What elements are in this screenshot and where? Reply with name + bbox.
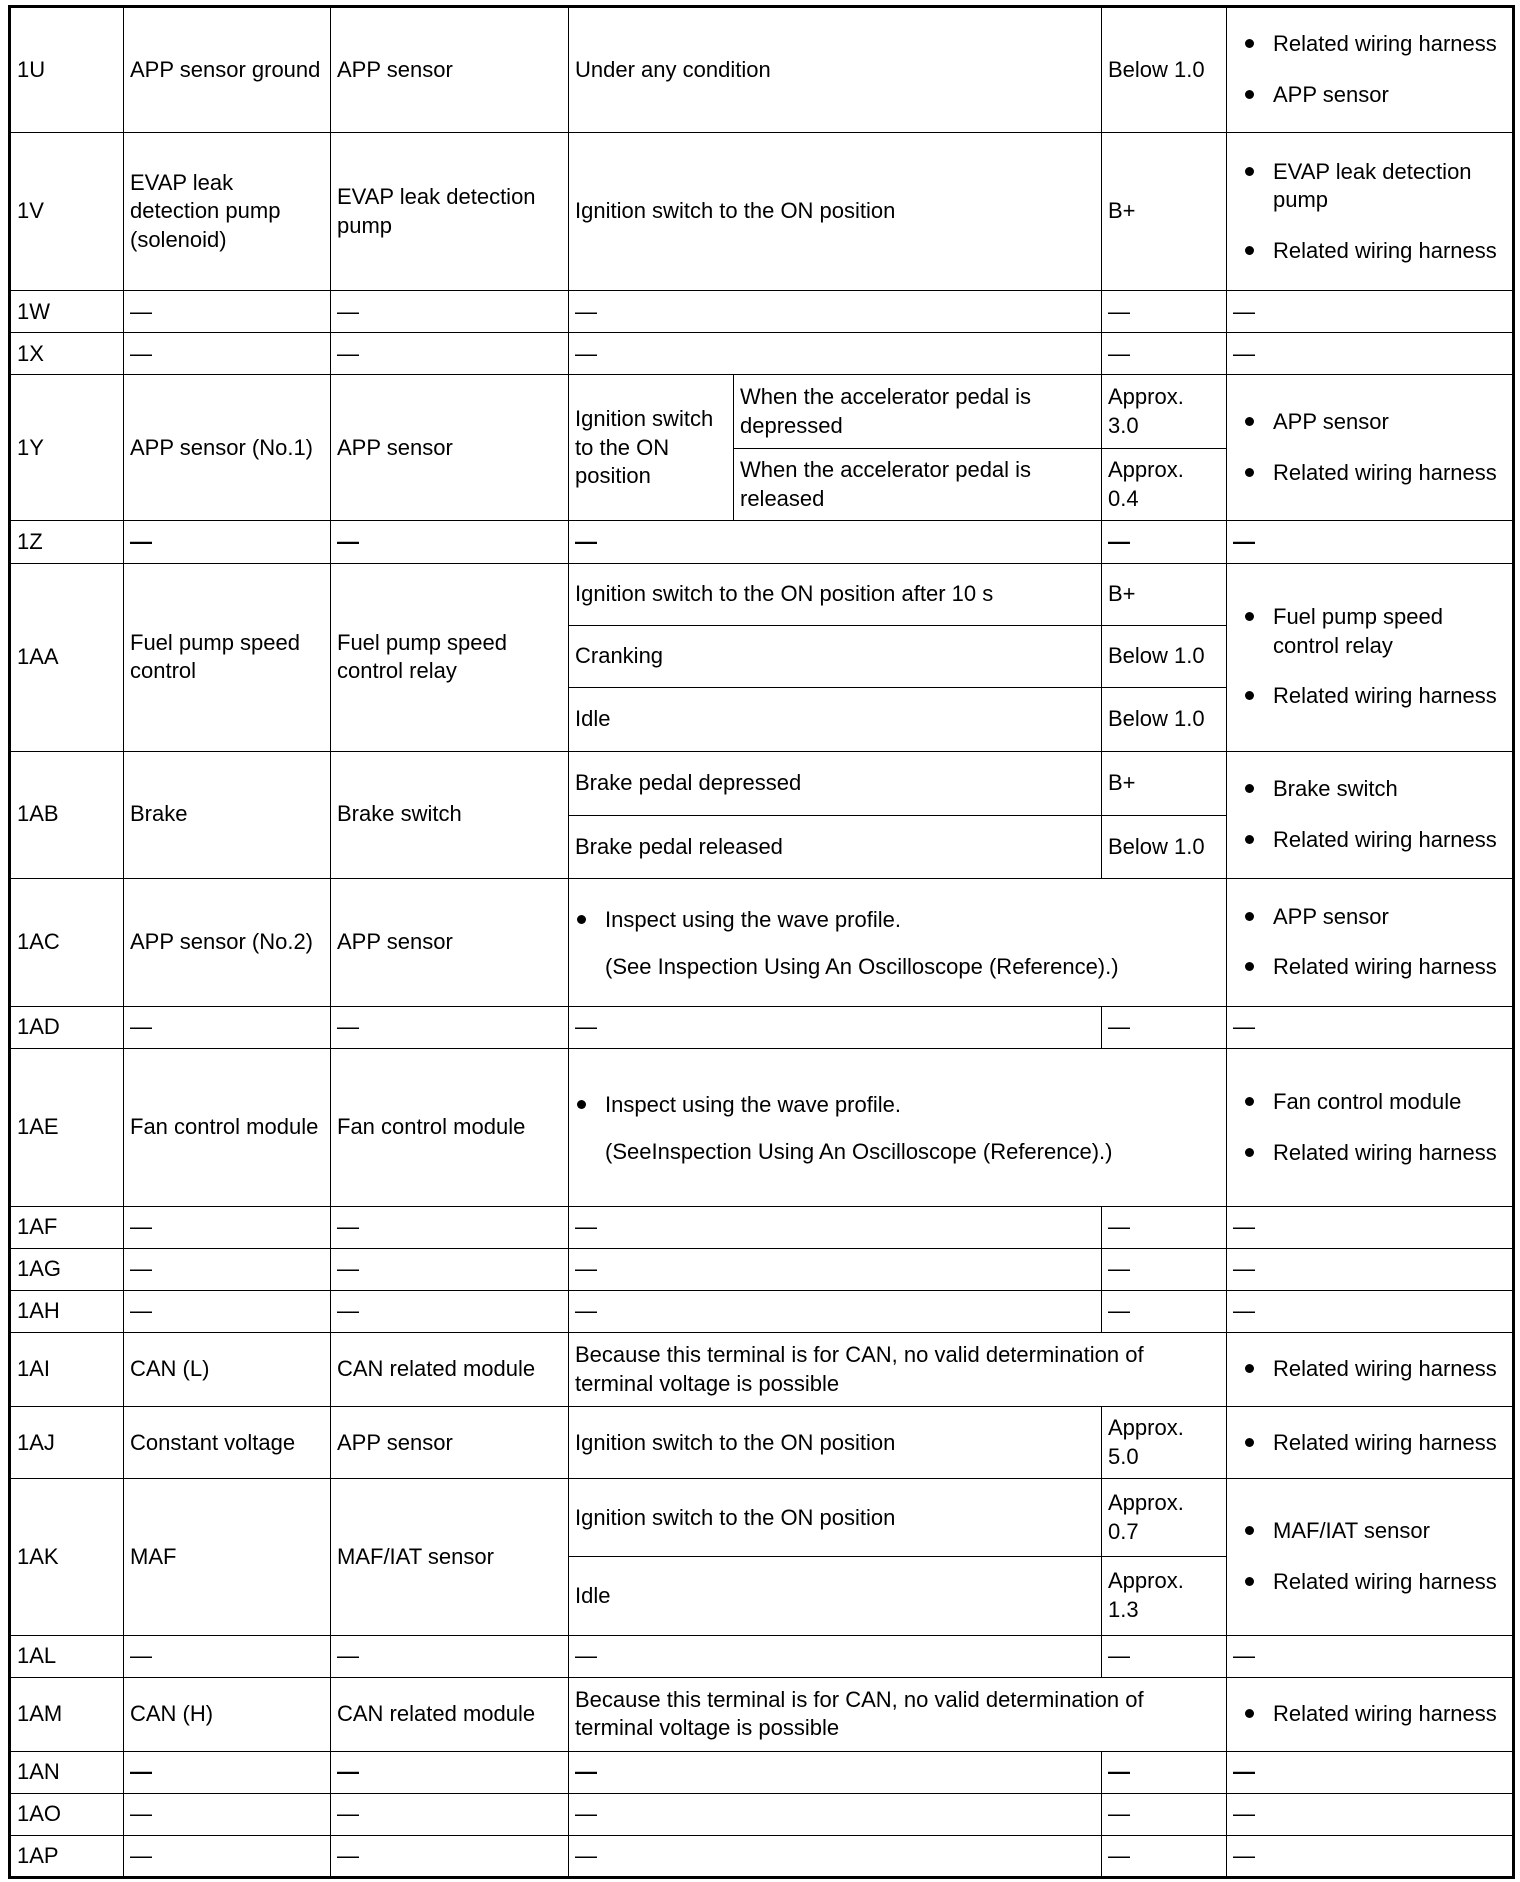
connected-to-cell: —: [331, 333, 569, 375]
condition-cell: Ignition switch to the ON position: [569, 1407, 1102, 1479]
connected-to-cell: —: [331, 521, 569, 563]
terminal-cell: 1AL: [10, 1635, 124, 1677]
connected-to-cell: APP sensor: [331, 375, 569, 521]
table-row: [10, 878, 1514, 1006]
condition-group-cell: Ignition switch to the ON position: [569, 375, 734, 521]
condition-cell: Brake pedal depressed: [569, 751, 1102, 815]
wave-inspection-cell: [569, 878, 1227, 1006]
voltage-cell: B+: [1102, 133, 1227, 291]
terminal-cell: 1AE: [10, 1048, 124, 1206]
table-row: [10, 1048, 1514, 1206]
terminal-cell: 1W: [10, 291, 124, 333]
inspection-cell: [1227, 563, 1514, 751]
connected-to-cell: APP sensor: [331, 7, 569, 133]
inspection-cell: —: [1227, 1249, 1514, 1291]
signal-name-cell: —: [124, 1835, 331, 1877]
table-row: [10, 291, 1514, 333]
table-row: [10, 7, 1514, 133]
voltage-cell: —: [1102, 291, 1227, 333]
terminal-cell: 1Z: [10, 521, 124, 563]
voltage-cell: Approx. 1.3: [1102, 1557, 1227, 1635]
inspection-item: Related wiring harness: [1233, 1355, 1506, 1384]
signal-name-cell: —: [124, 521, 331, 563]
wave-inspection-item: Inspect using the wave profile.: [575, 906, 1220, 935]
inspection-cell: [1227, 1407, 1514, 1479]
voltage-cell: —: [1102, 1793, 1227, 1835]
inspection-cell: —: [1227, 521, 1514, 563]
condition-cell: —: [569, 1835, 1102, 1877]
signal-name-cell: —: [124, 1793, 331, 1835]
voltage-cell: —: [1102, 333, 1227, 375]
table-row: [10, 1291, 1514, 1333]
terminal-cell: 1V: [10, 133, 124, 291]
terminal-cell: 1AO: [10, 1793, 124, 1835]
connected-to-cell: CAN related module: [331, 1333, 569, 1407]
voltage-cell: —: [1102, 1006, 1227, 1048]
inspection-cell: [1227, 751, 1514, 878]
condition-cell: Under any condition: [569, 7, 1102, 133]
inspection-list: [1233, 603, 1506, 711]
table-row: [10, 375, 1514, 449]
connected-to-cell: Fan control module: [331, 1048, 569, 1206]
voltage-cell: Approx. 5.0: [1102, 1407, 1227, 1479]
voltage-cell: —: [1102, 1207, 1227, 1249]
inspection-item: Related wiring harness: [1233, 1139, 1506, 1168]
voltage-cell: Approx. 3.0: [1102, 375, 1227, 449]
table-row: [10, 521, 1514, 563]
signal-name-cell: Fan control module: [124, 1048, 331, 1206]
inspection-item: APP sensor: [1233, 81, 1506, 110]
voltage-cell: —: [1102, 1635, 1227, 1677]
subcondition-cell: When the accelerator pedal is released: [734, 449, 1102, 521]
table-row: [10, 1835, 1514, 1877]
voltage-cell: Below 1.0: [1102, 815, 1227, 878]
voltage-cell: —: [1102, 1751, 1227, 1793]
table-row: [10, 563, 1514, 625]
voltage-cell: —: [1102, 521, 1227, 563]
inspection-item: APP sensor: [1233, 903, 1506, 932]
condition-cell: Idle: [569, 1557, 1102, 1635]
table-row: [10, 1333, 1514, 1407]
voltage-cell: Below 1.0: [1102, 625, 1227, 687]
inspection-list: [1233, 408, 1506, 487]
inspection-item: Brake switch: [1233, 775, 1506, 804]
table-row: [10, 1635, 1514, 1677]
connected-to-cell: —: [331, 1793, 569, 1835]
inspection-cell: —: [1227, 1793, 1514, 1835]
terminal-voltage-table: [8, 5, 1515, 1879]
signal-name-cell: APP sensor (No.1): [124, 375, 331, 521]
signal-name-cell: —: [124, 291, 331, 333]
table-row: [10, 1793, 1514, 1835]
inspection-list: [1233, 158, 1506, 266]
inspection-list: [1233, 775, 1506, 854]
inspection-list: [1233, 1700, 1506, 1729]
signal-name-cell: APP sensor (No.2): [124, 878, 331, 1006]
condition-cell: —: [569, 1207, 1102, 1249]
inspection-item: MAF/IAT sensor: [1233, 1517, 1506, 1546]
inspection-item: Related wiring harness: [1233, 1429, 1506, 1458]
condition-cell: Because this terminal is for CAN, no valid determination of terminal voltage is possible: [569, 1333, 1227, 1407]
inspection-item: Fuel pump speed control relay: [1233, 603, 1506, 660]
terminal-cell: 1AJ: [10, 1407, 124, 1479]
table-row: [10, 1751, 1514, 1793]
inspection-cell: —: [1227, 1751, 1514, 1793]
voltage-cell: B+: [1102, 751, 1227, 815]
connected-to-cell: —: [331, 1207, 569, 1249]
inspection-cell: —: [1227, 291, 1514, 333]
inspection-cell: [1227, 133, 1514, 291]
connected-to-cell: —: [331, 1835, 569, 1877]
signal-name-cell: CAN (H): [124, 1677, 331, 1751]
connected-to-cell: —: [331, 1291, 569, 1333]
signal-name-cell: CAN (L): [124, 1333, 331, 1407]
inspection-list: [1233, 1088, 1506, 1167]
connected-to-cell: —: [331, 1751, 569, 1793]
signal-name-cell: —: [124, 1291, 331, 1333]
condition-cell: —: [569, 333, 1102, 375]
signal-name-cell: —: [124, 1207, 331, 1249]
terminal-cell: 1AH: [10, 1291, 124, 1333]
terminal-cell: 1AA: [10, 563, 124, 751]
inspection-list: [1233, 1355, 1506, 1384]
table-row: [10, 1407, 1514, 1479]
connected-to-cell: Brake switch: [331, 751, 569, 878]
connected-to-cell: CAN related module: [331, 1677, 569, 1751]
inspection-cell: —: [1227, 1635, 1514, 1677]
inspection-cell: [1227, 878, 1514, 1006]
terminal-cell: 1AF: [10, 1207, 124, 1249]
signal-name-cell: —: [124, 1249, 331, 1291]
signal-name-cell: MAF: [124, 1479, 331, 1635]
inspection-cell: [1227, 7, 1514, 133]
table-row: [10, 1479, 1514, 1557]
inspection-cell: [1227, 375, 1514, 521]
terminal-cell: 1AG: [10, 1249, 124, 1291]
inspection-list: [1233, 30, 1506, 109]
inspection-item: Related wiring harness: [1233, 953, 1506, 982]
terminal-cell: 1AB: [10, 751, 124, 878]
connected-to-cell: —: [331, 1249, 569, 1291]
inspection-item: Related wiring harness: [1233, 237, 1506, 266]
condition-cell: —: [569, 1635, 1102, 1677]
terminal-cell: 1Y: [10, 375, 124, 521]
terminal-cell: 1U: [10, 7, 124, 133]
subcondition-cell: When the accelerator pedal is depressed: [734, 375, 1102, 449]
signal-name-cell: —: [124, 1006, 331, 1048]
connected-to-cell: APP sensor: [331, 878, 569, 1006]
signal-name-cell: Fuel pump speed control: [124, 563, 331, 751]
voltage-cell: Below 1.0: [1102, 687, 1227, 751]
condition-cell: Because this terminal is for CAN, no valid determination of terminal voltage is possible: [569, 1677, 1227, 1751]
condition-cell: —: [569, 1006, 1102, 1048]
inspection-cell: [1227, 1333, 1514, 1407]
voltage-cell: Approx. 0.7: [1102, 1479, 1227, 1557]
signal-name-cell: Constant voltage: [124, 1407, 331, 1479]
table-row: [10, 1677, 1514, 1751]
signal-name-cell: Brake: [124, 751, 331, 878]
inspection-item: Related wiring harness: [1233, 682, 1506, 711]
voltage-cell: —: [1102, 1291, 1227, 1333]
inspection-cell: [1227, 1677, 1514, 1751]
condition-cell: —: [569, 1751, 1102, 1793]
terminal-cell: 1AD: [10, 1006, 124, 1048]
wave-inspection-list: [575, 906, 1220, 935]
terminal-cell: 1X: [10, 333, 124, 375]
inspection-item: Related wiring harness: [1233, 459, 1506, 488]
table-row: [10, 1249, 1514, 1291]
connected-to-cell: Fuel pump speed control relay: [331, 563, 569, 751]
condition-cell: —: [569, 291, 1102, 333]
inspection-list: [1233, 1517, 1506, 1596]
condition-cell: —: [569, 1249, 1102, 1291]
terminal-cell: 1AI: [10, 1333, 124, 1407]
voltage-cell: —: [1102, 1249, 1227, 1291]
inspection-list: [1233, 1429, 1506, 1458]
inspection-cell: [1227, 1048, 1514, 1206]
voltage-cell: —: [1102, 1835, 1227, 1877]
condition-cell: Ignition switch to the ON position: [569, 133, 1102, 291]
inspection-item: APP sensor: [1233, 408, 1506, 437]
wave-inspection-cell: [569, 1048, 1227, 1206]
inspection-item: Related wiring harness: [1233, 1700, 1506, 1729]
inspection-cell: —: [1227, 333, 1514, 375]
table-row: [10, 333, 1514, 375]
terminal-cell: 1AK: [10, 1479, 124, 1635]
signal-name-cell: APP sensor ground: [124, 7, 331, 133]
wave-inspection-item: Inspect using the wave profile.: [575, 1091, 1220, 1120]
inspection-cell: —: [1227, 1207, 1514, 1249]
connected-to-cell: —: [331, 291, 569, 333]
connected-to-cell: MAF/IAT sensor: [331, 1479, 569, 1635]
voltage-cell: Approx. 0.4: [1102, 449, 1227, 521]
inspection-item: Related wiring harness: [1233, 1568, 1506, 1597]
inspection-cell: —: [1227, 1291, 1514, 1333]
voltage-cell: Below 1.0: [1102, 7, 1227, 133]
voltage-cell: B+: [1102, 563, 1227, 625]
connected-to-cell: —: [331, 1635, 569, 1677]
signal-name-cell: —: [124, 1635, 331, 1677]
inspection-item: Fan control module: [1233, 1088, 1506, 1117]
table-row: [10, 133, 1514, 291]
terminal-cell: 1AM: [10, 1677, 124, 1751]
condition-cell: —: [569, 521, 1102, 563]
wave-inspection-list: [575, 1091, 1220, 1120]
table-row: [10, 1006, 1514, 1048]
terminal-cell: 1AC: [10, 878, 124, 1006]
condition-cell: Brake pedal released: [569, 815, 1102, 878]
terminal-cell: 1AN: [10, 1751, 124, 1793]
inspection-list: [1233, 903, 1506, 982]
inspection-item: Related wiring harness: [1233, 826, 1506, 855]
condition-cell: Idle: [569, 687, 1102, 751]
inspection-cell: [1227, 1479, 1514, 1635]
table-row: [10, 1207, 1514, 1249]
inspection-cell: —: [1227, 1835, 1514, 1877]
signal-name-cell: EVAP leak detection pump (solenoid): [124, 133, 331, 291]
inspection-item: EVAP leak detection pump: [1233, 158, 1506, 215]
condition-cell: —: [569, 1291, 1102, 1333]
connected-to-cell: EVAP leak detection pump: [331, 133, 569, 291]
oscilloscope-reference-note: (SeeInspection Using An Oscilloscope (Reference).): [605, 1139, 1113, 1165]
signal-name-cell: —: [124, 333, 331, 375]
condition-cell: Ignition switch to the ON position after 10 s: [569, 563, 1102, 625]
signal-name-cell: —: [124, 1751, 331, 1793]
table-row: [10, 751, 1514, 815]
connected-to-cell: —: [331, 1006, 569, 1048]
condition-cell: Ignition switch to the ON position: [569, 1479, 1102, 1557]
terminal-cell: 1AP: [10, 1835, 124, 1877]
oscilloscope-reference-note: (See Inspection Using An Oscilloscope (Reference).): [605, 953, 1119, 979]
inspection-cell: —: [1227, 1006, 1514, 1048]
connected-to-cell: APP sensor: [331, 1407, 569, 1479]
condition-cell: Cranking: [569, 625, 1102, 687]
condition-cell: —: [569, 1793, 1102, 1835]
inspection-item: Related wiring harness: [1233, 30, 1506, 59]
